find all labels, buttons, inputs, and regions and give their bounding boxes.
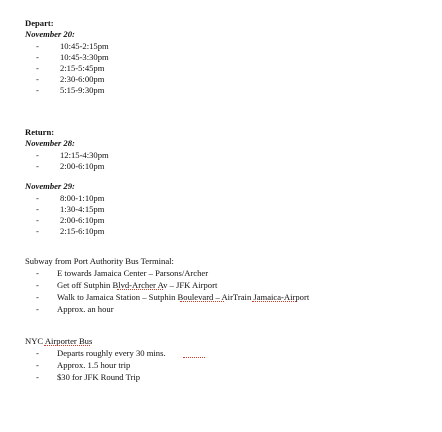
spellcheck-underline: [117, 288, 163, 290]
airporter-item-1: Departs roughly every 30 mins.: [57, 348, 166, 358]
bullet-marker: -: [36, 268, 39, 278]
bullet-marker: -: [36, 292, 39, 302]
return-time-2: 2:00-6:10pm: [60, 161, 105, 171]
bullet-marker: -: [36, 41, 39, 51]
depart-time-1: 10:45-2:15pm: [60, 41, 109, 51]
bullet-marker: -: [36, 226, 39, 236]
airporter-heading: NYC Airporter Bus: [25, 336, 93, 346]
depart-time-5: 5:15-9:30pm: [60, 85, 105, 95]
depart-heading: Depart:: [25, 18, 54, 28]
bullet-marker: -: [36, 161, 39, 171]
bullet-marker: -: [36, 348, 39, 358]
spellcheck-underline: [183, 356, 205, 358]
spellcheck-underline: [44, 344, 90, 346]
subway-step-1: E towards Jamaica Center – Parsons/Archer: [57, 268, 209, 278]
bullet-marker: -: [36, 204, 39, 214]
subway-step-4: Approx. an hour: [57, 304, 114, 314]
depart-time-2: 10:45-3:30pm: [60, 52, 109, 62]
spellcheck-underline: [252, 300, 296, 302]
return-time-5: 2:00-6:10pm: [60, 215, 105, 225]
bullet-marker: -: [36, 360, 39, 370]
bullet-marker: -: [36, 215, 39, 225]
spellcheck-underline: [180, 300, 224, 302]
bullet-marker: -: [36, 74, 39, 84]
return-time-1: 12:15-4:30pm: [60, 150, 109, 160]
bullet-marker: -: [36, 280, 39, 290]
bullet-marker: -: [36, 304, 39, 314]
bullet-marker: -: [36, 372, 39, 382]
bullet-marker: -: [36, 150, 39, 160]
subway-step-3: Walk to Jamaica Station – Sutphin Boulevard – AirTrain Jamaica-Airport: [57, 292, 310, 302]
airporter-item-3: $30 for JFK Round Trip: [57, 372, 141, 382]
return-time-6: 2:15-6:10pm: [60, 226, 105, 236]
bullet-marker: -: [36, 63, 39, 73]
bullet-marker: -: [36, 85, 39, 95]
bullet-marker: -: [36, 193, 39, 203]
subway-heading: Subway from Port Authority Bus Terminal:: [25, 256, 174, 266]
return-time-4: 1:30-4:15pm: [60, 204, 105, 214]
bullet-marker: -: [36, 52, 39, 62]
airporter-item-2: Approx. 1.5 hour trip: [57, 360, 131, 370]
return-date-2: November 29:: [25, 181, 75, 191]
return-heading: Return:: [25, 127, 55, 137]
return-time-3: 8:00-1:10pm: [60, 193, 105, 203]
depart-date: November 20:: [25, 29, 75, 39]
depart-time-4: 2:30-6:00pm: [60, 74, 105, 84]
subway-step-2: Get off Sutphin Blvd-Archer Av – JFK Airport: [57, 280, 218, 290]
depart-time-3: 2:15-5:45pm: [60, 63, 105, 73]
return-date-1: November 28:: [25, 138, 75, 148]
